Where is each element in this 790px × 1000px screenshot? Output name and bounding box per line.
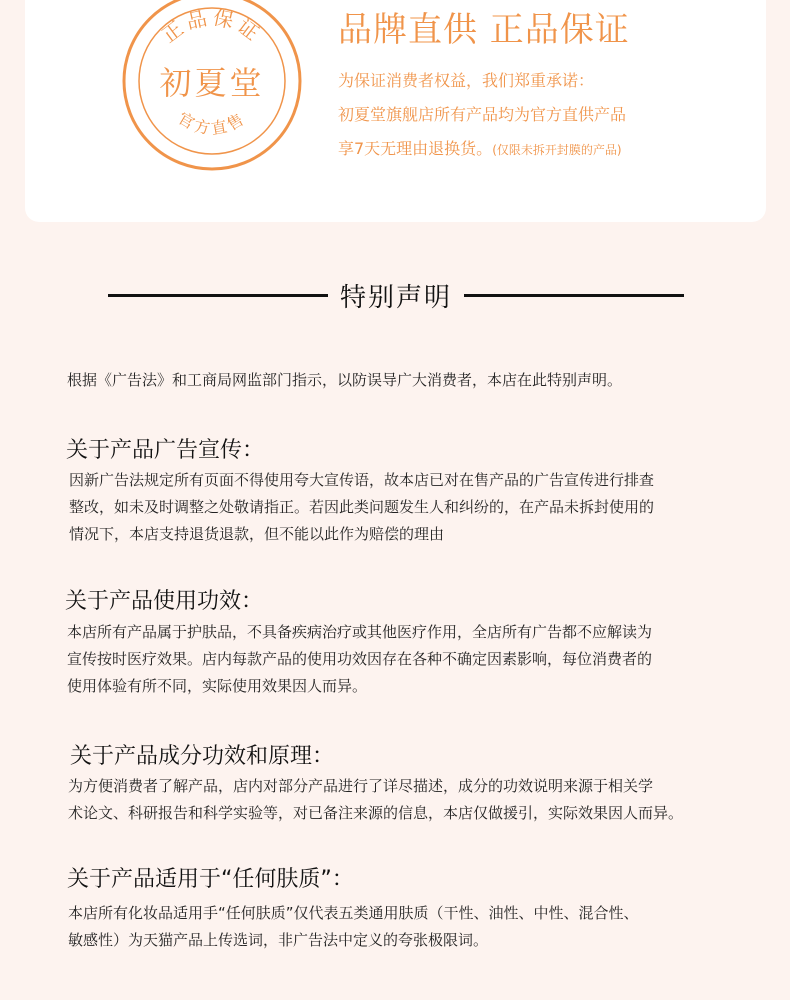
promise-title: 品牌直供 正品保证	[338, 10, 630, 50]
seal-top-text: 正品保证	[157, 5, 267, 48]
promise-line-3	[338, 132, 758, 167]
body-line: 情况下，本店支持退货退款，但不能以此作为赔偿的理由	[69, 525, 445, 543]
section-body-skin-types	[68, 900, 639, 954]
divider-left	[108, 294, 328, 297]
section-heading-text: 特别声明	[340, 282, 453, 313]
body-line: 敏感性）为天猫产品上传选词，非广告法中定义的夸张极限词。	[68, 931, 489, 949]
body-line: 整改，如未及时调整之处敬请指正。若因此类问题发生人和纠纷的，在产品未拆封使用的	[69, 498, 655, 516]
body-line: 本店所有化妆品适用手“任何肤质”仅代表五类通用肤质（干性、油性、中性、混合性、	[68, 904, 639, 922]
seal-bottom-text: 官方直售	[174, 108, 250, 139]
promise-line-3-note: (仅限未拆开封膜的产品)	[492, 143, 622, 157]
section-title-advertising: 关于产品广告宣传：	[66, 438, 265, 463]
divider-right	[464, 294, 684, 297]
section-body-advertising	[69, 467, 654, 548]
section-title-skin-types: 关于产品适用于“任何肤质”：	[67, 867, 354, 892]
body-line: 术论文、科研报告和科学实验等，对已备注来源的信息，本店仅做援引，实际效果因人而异。	[68, 804, 684, 822]
body-line: 因新广告法规定所有页面不得使用夸大宣传语，故本店已对在售产品的广告宣传进行排查	[69, 471, 655, 489]
promise-line-2: 初夏堂旗舰店所有产品均为官方直供产品	[338, 105, 627, 124]
brand-promise	[338, 8, 758, 167]
section-body-ingredients	[68, 773, 683, 827]
body-line: 本店所有产品属于护肤品，不具备疾病治疗或其他医疗作用，全店所有广告都不应解读为	[67, 623, 653, 641]
promise-line-3-main: 享7天无理由退换货。	[338, 139, 493, 158]
section-title-efficacy: 关于产品使用功效：	[65, 589, 264, 614]
intro-text: 根据《广告法》和工商局网监部门指示，以防误导广大消费者，本店在此特别声明。	[67, 371, 623, 389]
body-line: 使用体验有所不同，实际使用效果因人而异。	[67, 677, 368, 695]
official-seal-icon	[121, 0, 303, 172]
section-body-efficacy	[67, 619, 652, 700]
special-statement-heading	[108, 275, 684, 315]
promise-line-1: 为保证消费者权益，我们郑重承诺：	[338, 71, 595, 90]
seal-center-text: 初夏堂	[159, 64, 265, 102]
body-line: 宣传按时医疗效果。店内每款产品的使用功效因存在各种不确定因素影响，每位消费者的	[67, 650, 653, 668]
body-line: 为方便消费者了解产品，店内对部分产品进行了详尽描述，成分的功效说明来源于相关学	[68, 777, 654, 795]
section-title-ingredients: 关于产品成分功效和原理：	[70, 744, 335, 769]
